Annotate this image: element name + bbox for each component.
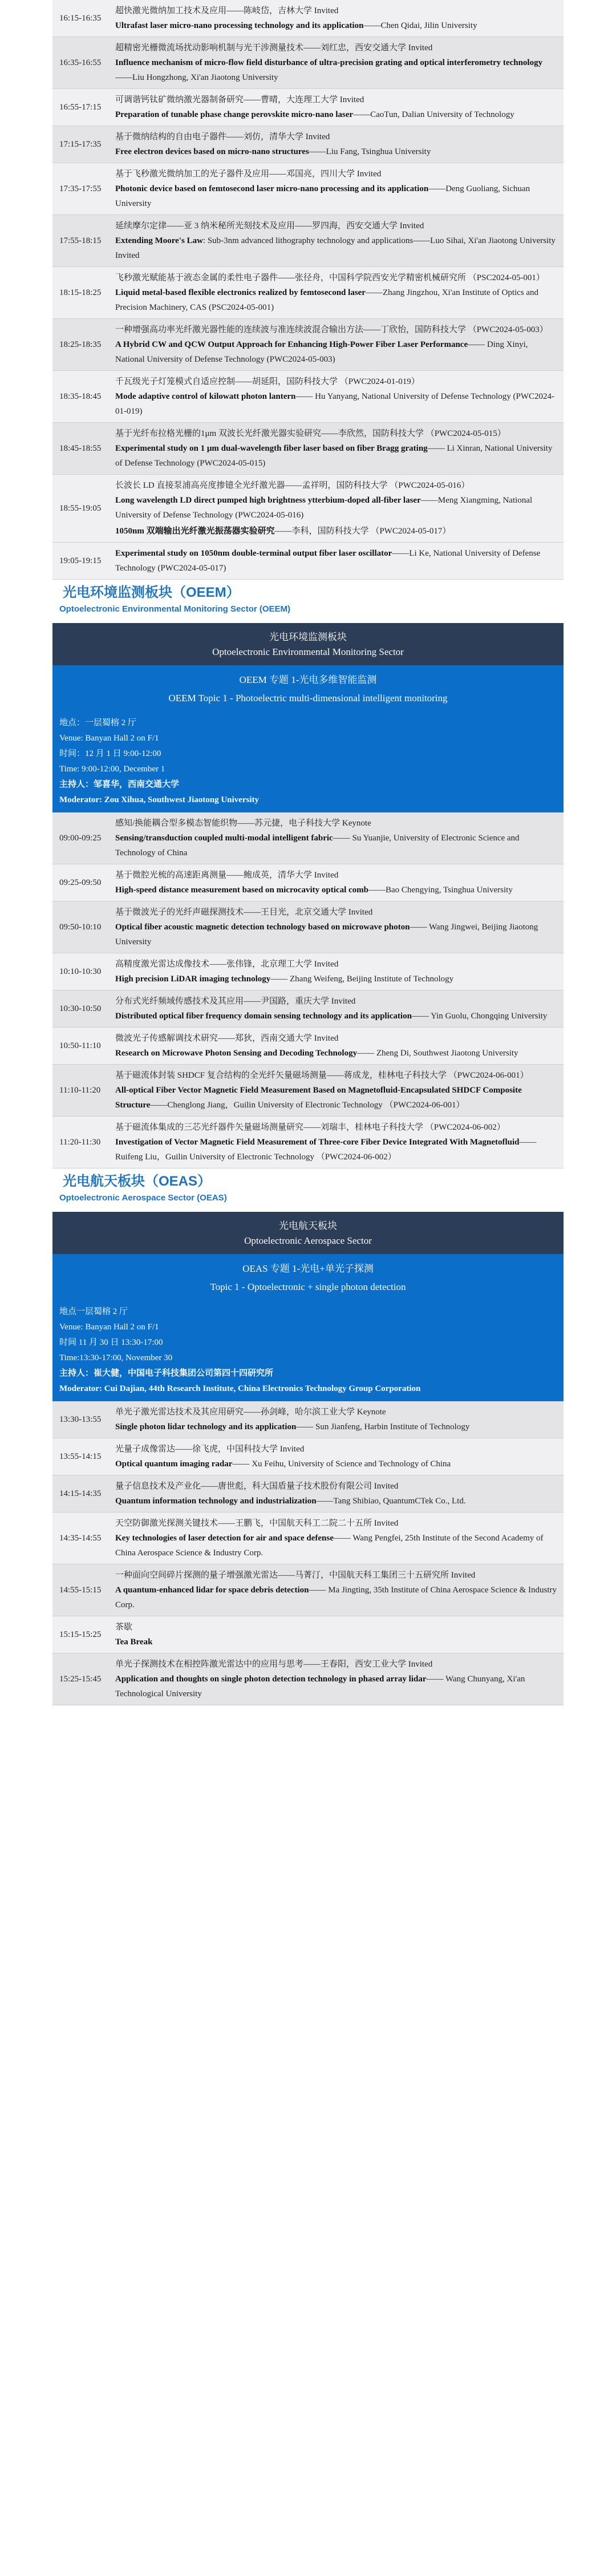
topic-title-en: Topic 1 - Optoelectronic + single photon detection [210, 1281, 406, 1292]
talk-title-en-bold: A Hybrid CW and QCW Output Approach for Enhancing High-Power Fiber Laser Performance [115, 340, 468, 349]
talk-title-zh: 基于光纤布拉格光栅的1μm 双波长光纤激光器实验研究——李欣然，国防科技大学 （PWC2024-05-015） [115, 429, 506, 438]
talk-title-en-bold: Influence mechanism of micro-flow field disturbance of ultra-precision grating and optical interferometry technology [115, 58, 543, 67]
talk-title-en [115, 1494, 558, 1509]
venue-en: Venue: Banyan Hall 2 on F/1 [59, 1323, 159, 1332]
talk-title-zh: 基于磁流体封装 SHDCF 复合结构的全光纤矢量磁场测量——蒋成龙，桂林电子科技大学 （PWC2024-06-001） [115, 1071, 529, 1080]
session-entries [115, 163, 564, 215]
session-info-oeas [52, 1301, 564, 1401]
session-entries [115, 953, 564, 990]
session-time: 18:25-18:35 [59, 340, 102, 349]
session-info-oeem [52, 712, 564, 812]
session-entries [115, 423, 564, 474]
talk-entry [115, 1068, 558, 1113]
sector-header-en: Optoelectronic Environmental Monitoring Sector [212, 646, 404, 657]
talk-speaker-en: ——Li Ke, National University of Defense Technology (PWC2024-05-017) [115, 549, 541, 573]
table-row [52, 1616, 564, 1653]
talk-title-en [115, 972, 558, 986]
session-time: 11:10-11:20 [59, 1086, 101, 1095]
talk-speaker-en: —— Li Xinran, National University of Defense Technology (PWC2024-05-015) [115, 444, 553, 468]
talk-speaker-en: ——Liu Hongzhong, Xi'an Jiaotong University [115, 73, 278, 82]
talk-speaker-en: ——CaoTun, Dalian University of Technology [353, 110, 514, 119]
table-row [52, 1475, 564, 1513]
talk-title-en [115, 1583, 558, 1612]
talk-speaker-en: ——Chen Qidai, Jilin University [363, 21, 477, 30]
session-entries [115, 371, 564, 422]
talk-title-zh: 基于飞秒激光微纳加工的光子器件及应用——邓国亮，四川大学 Invited [115, 169, 382, 179]
talk-title-zh: 微波光子传感解调技术研究——郑狄，西南交通大学 Invited [115, 1034, 339, 1043]
session-entries [115, 126, 564, 163]
session-time: 09:25-09:50 [59, 878, 102, 887]
topic-title-zh: OEAS 专题 1-光电+单光子探测 [242, 1263, 374, 1274]
talk-title-zh: 一种面向空间碎片探测的量子增强激光雷达——马菁汀，中国航天科工集团三十五研究所 Invited [115, 1571, 476, 1580]
table-row [52, 543, 564, 580]
talk-speaker-en: ——Bao Chengying, Tsinghua University [368, 885, 513, 895]
talk-speaker-en: ——Liu Fang, Tsinghua University [309, 147, 431, 156]
talk-title-zh: 千瓦级光子灯笼模式自适应控制——胡延阳，国防科技大学 （PWC2024-01-019） [115, 377, 420, 386]
talk-speaker-en: ——李科，国防科技大学 （PWC2024-05-017） [274, 527, 451, 536]
talk-speaker-en: —— Su Yuanjie, University of Electronic Science and Technology of China [115, 834, 520, 858]
talk-title-en-bold: Key technologies of laser detection for air and space defense [115, 1534, 334, 1543]
talk-entry [115, 868, 558, 897]
talk-title-en-bold: Tea Break [115, 1637, 153, 1647]
talk-title-zh: 感知/换能耦合型多模态智能织物——苏元捷，电子科技大学 Keynote [115, 819, 371, 828]
sector-header-oeem [52, 623, 564, 665]
table-row [52, 953, 564, 990]
talk-entry [115, 546, 558, 576]
talk-speaker-en: ——Chenglong Jiang，Guilin University of Electronic Technology （PWC2024-06-001） [150, 1101, 465, 1110]
talk-title-zh: 一种增强高功率光纤激光器性能的连续波与准连续波混合输出方法——丁欣怡，国防科技大学 （PWC2024-05-003） [115, 325, 548, 334]
talk-entry [115, 1120, 558, 1164]
talk-speaker-en: —— Ding Xinyi, National University of Defense Technology (PWC2024-05-003) [115, 340, 528, 364]
session-time: 17:55-18:15 [59, 236, 102, 245]
talk-entry [115, 426, 558, 471]
table-row [52, 1653, 564, 1705]
talk-entry [115, 1442, 558, 1471]
talk-title-zh: 延续摩尔定律——亚 3 纳米秘所光刻技术及应用——罗四海，西安交通大学 Invited [115, 221, 424, 230]
session-entries [115, 37, 564, 88]
talk-entry [115, 3, 558, 33]
talk-title-en-bold: Quantum information technology and industrialization [115, 1497, 317, 1506]
session-entries [115, 1401, 564, 1438]
talk-entry [115, 1568, 558, 1612]
sector-title-oeas: 光电航天板块（OEAS） [63, 1174, 212, 1189]
session-entries [115, 1564, 564, 1616]
table-row [52, 1028, 564, 1065]
talk-entry [115, 524, 558, 539]
talk-speaker-en: —— Wang Jingwei, Beijing Jiaotong University [115, 923, 538, 947]
talk-title-en-bold: All-optical Fiber Vector Magnetic Field Measurement Based on Magnetofluid-Encapsulated SHDCF Composite Structure [115, 1086, 522, 1110]
talk-entry [115, 905, 558, 949]
talk-entry [115, 219, 558, 263]
talk-speaker-en: ——Tang Shibiao, QuantumCTek Co., Ltd. [316, 1497, 466, 1506]
talk-title-en-bold: Photonic device based on femtosecond laser micro-nano processing and its application [115, 184, 429, 193]
session-entries [115, 0, 564, 37]
talk-title-en [115, 1635, 558, 1649]
talk-title-en [115, 107, 558, 122]
talk-title-en [115, 493, 558, 523]
session-entries [115, 1028, 564, 1064]
talk-speaker-en: : Sub-3nm advanced lithography technology and applications——Luo Sihai, Xi'an Jiaotong University Invited [115, 236, 556, 260]
talk-title-en-bold: A quantum-enhanced lidar for space debris detection [115, 1586, 309, 1595]
talk-title-zh: 高精度激光雷达成像技术——张伟锋，北京理工大学 Invited [115, 960, 339, 969]
session-time: 14:55-15:15 [59, 1586, 102, 1595]
session-time: 14:15-14:35 [59, 1489, 102, 1498]
table-row [52, 126, 564, 163]
table-row [52, 990, 564, 1028]
sector-title-oeem: 光电环境监测板块（OEEM） [63, 585, 240, 600]
session-entries [115, 864, 564, 901]
talk-title-en [115, 337, 558, 367]
talk-entry [115, 41, 558, 85]
talk-title-en [115, 1457, 558, 1471]
session-entries [115, 1438, 564, 1475]
time-zh: 时间 11 月 30 日 13:30-17:00 [59, 1338, 163, 1347]
table-row [52, 89, 564, 126]
talk-title-en-bold: Experimental study on 1050nm double-terminal output fiber laser oscillator [115, 549, 392, 558]
talk-title-zh: 超精密光栅微流场扰动影响机制与光干涉测量技术——刘红忠，西安交通大学 Invited [115, 43, 433, 52]
sector-header-zh: 光电航天板块 [279, 1220, 337, 1231]
session-entries [115, 901, 564, 953]
session-entries [115, 475, 564, 542]
table-row [52, 864, 564, 901]
sector-header-zh: 光电环境监测板块 [269, 632, 347, 642]
talk-title-en [115, 441, 558, 471]
topic-header-oeem [52, 665, 564, 712]
talk-title-zh: 单光子探测技术在相控阵激光雷达中的应用与思考——王春阳，西安工业大学 Invited [115, 1660, 433, 1669]
talk-speaker-en: —— Sun Jianfeng, Harbin Institute of Technology [296, 1422, 470, 1431]
venue-zh: 地点一层蜀榕 2 厅 [59, 1307, 128, 1316]
sector-subtitle-oeem: Optoelectronic Environmental Monitoring Sector (OEEM) [59, 604, 291, 614]
talk-title-en [115, 1046, 558, 1061]
session-time: 18:15-18:25 [59, 288, 102, 297]
time-zh: 时间：12 月 1 日 9:00-12:00 [59, 749, 161, 758]
table-row [52, 0, 564, 37]
session-entries [115, 1065, 564, 1116]
moderator-en: Moderator: Cui Dajian, 44th Research Institute, China Electronics Technology Group Corporation [59, 1384, 421, 1393]
talk-speaker-en: ——Deng Guoliang, Sichuan University [115, 184, 530, 208]
talk-title-zh: 飞秒激光赋能基于液态金属的柔性电子器件——张径舟，中国科学院西安光学精密机械研究所 （PSC2024-05-001） [115, 273, 545, 282]
talk-title-en [115, 18, 558, 33]
talk-title-en [115, 1420, 558, 1434]
talk-title-en [115, 1672, 558, 1701]
session-time: 15:25-15:45 [59, 1675, 102, 1684]
talk-title-en-bold: Optical fiber acoustic magnetic detection technology based on microwave photon [115, 923, 410, 932]
session-entries [115, 1616, 564, 1653]
talk-speaker-en: —— Wang Chunyang, Xi'an Technological University [115, 1675, 525, 1699]
talk-title-zh: 长波长 LD 直接泵浦高亮度掺镱全光纤激光器——孟祥明，国防科技大学 （PWC2024-05-016） [115, 481, 470, 490]
talk-title-en [115, 233, 558, 263]
session-entries [115, 267, 564, 318]
talk-speaker-en: —— Yin Guolu, Chongqing University [411, 1012, 548, 1021]
session-time: 19:05-19:15 [59, 556, 102, 565]
topic-title-en: OEEM Topic 1 - Photoelectric multi-dimensional intelligent monitoring [168, 693, 448, 703]
talk-entry [115, 374, 558, 419]
talk-title-zh: 超快激光微纳加工技术及应用——陈岐岱，吉林大学 Invited [115, 6, 339, 15]
session-entries [115, 1117, 564, 1168]
table-row [52, 1513, 564, 1564]
table-row [52, 901, 564, 953]
session-time: 10:10-10:30 [59, 967, 102, 976]
talk-title-en [115, 144, 558, 159]
session-time: 18:35-18:45 [59, 392, 102, 401]
session-time: 13:55-14:15 [59, 1452, 102, 1461]
talk-title-zh: 基于微腔光梳的高速距离测量——鲍成英，清华大学 Invited [115, 871, 339, 880]
session-time: 09:00-09:25 [59, 834, 102, 843]
time-en: Time: 9:00-12:00, December 1 [59, 765, 165, 774]
session-time: 16:55-17:15 [59, 103, 102, 112]
talk-entry [115, 130, 558, 159]
talk-title-zh: 基于微纳结构的自由电子器件——刘仿，清华大学 Invited [115, 132, 330, 141]
talk-title-en-bold: Liquid metal-based flexible electronics realized by femtosecond laser [115, 288, 366, 297]
talk-entry [115, 1479, 558, 1509]
talk-speaker-en: —— Ma Jingting, 35th Institute of China Aerospace Science & Industry Corp. [115, 1586, 557, 1610]
moderator-zh: 主持人：崔大健，中国电子科技集团公司第四十四研究所 [59, 1369, 274, 1378]
venue-en: Venue: Banyan Hall 2 on F/1 [59, 734, 159, 743]
session-entries [115, 215, 564, 266]
talk-entry [115, 1657, 558, 1701]
session-time: 13:30-13:55 [59, 1415, 102, 1424]
talk-title-zh: 单光子激光雷达技术及其应用研究——孙剑峰，哈尔滨工业大学 Keynote [115, 1408, 386, 1417]
talk-speaker-en: —— Zheng Di, Southwest Jiaotong University [357, 1049, 518, 1058]
talk-entry [115, 1031, 558, 1061]
talk-title-en-bold: Distributed optical fiber frequency domain sensing technology and its application [115, 1012, 412, 1021]
session-time: 15:15-15:25 [59, 1630, 102, 1639]
talk-title-en-bold: Experimental study on 1 μm dual-wavelength fiber laser based on fiber Bragg grating [115, 444, 428, 453]
talk-speaker-en: ——Zhang Jingzhou, Xi'an Institute of Optics and Precision Machinery, CAS (PSC2024-05-001) [115, 288, 539, 312]
talk-entry [115, 994, 558, 1024]
sector-header-en: Optoelectronic Aerospace Sector [244, 1235, 372, 1246]
talk-title-en [115, 1531, 558, 1560]
talk-title-en-bold: Sensing/transduction coupled multi-modal intelligent fabric [115, 834, 333, 843]
talk-entry [115, 1516, 558, 1560]
talk-title-en [115, 1083, 558, 1113]
talk-title-zh: 基于磁流体集成的三芯光纤器件矢量磁场测量研究——刘瑞丰，桂林电子科技大学 （PWC2024-06-002） [115, 1123, 505, 1132]
talk-title-en [115, 1009, 558, 1024]
talk-title-en-bold: Mode adaptive control of kilowatt photon lantern [115, 392, 296, 401]
session-time: 17:15-17:35 [59, 140, 102, 149]
talk-title-en-bold: Extending Moore's Law [115, 236, 203, 245]
table-row [52, 371, 564, 423]
sector-subtitle-oeas: Optoelectronic Aerospace Sector (OEAS) [59, 1193, 227, 1203]
talk-speaker-en: —— Wang Pengfei, 25th Institute of the Second Academy of China Aerospace Science & Industry Corp. [115, 1534, 544, 1558]
talk-entry [115, 322, 558, 367]
talk-title-en-bold: Free electron devices based on micro-nano structures [115, 147, 309, 156]
talk-title-en [115, 1135, 558, 1164]
talk-entry [115, 270, 558, 315]
table-row [52, 1401, 564, 1438]
topic-title-zh: OEEM 专题 1-光电多维智能监测 [239, 674, 377, 685]
talk-entry [115, 1620, 558, 1649]
venue-zh: 地点：一层蜀榕 2 厅 [59, 718, 137, 727]
talk-title-en [115, 883, 558, 897]
talk-entry [115, 957, 558, 986]
table-row [52, 267, 564, 319]
talk-title-en-bold: Research on Microwave Photon Sensing and Decoding Technology [115, 1049, 358, 1058]
session-table-top [52, 0, 564, 580]
talk-title-zh: 基于微波光子的光纤声磁探测技术——王目光，北京交通大学 Invited [115, 908, 373, 917]
talk-entry [115, 478, 558, 523]
session-time: 17:35-17:55 [59, 184, 102, 193]
talk-title-en-bold: Single photon lidar technology and its application [115, 1422, 297, 1431]
talk-speaker-en: —— Hu Yanyang, National University of Defense Technology (PWC2024-01-019) [115, 392, 555, 416]
session-entries [115, 543, 564, 579]
talk-title-en [115, 546, 558, 576]
table-row [52, 1065, 564, 1117]
session-time: 18:45-18:55 [59, 444, 102, 453]
talk-speaker-en: —— Zhang Weifeng, Beijing Institute of Technology [270, 974, 454, 984]
session-entries [115, 319, 564, 370]
session-entries [115, 89, 564, 126]
talk-title-zh: 茶歇 [115, 1623, 133, 1632]
talk-title-en [115, 524, 558, 539]
talk-title-en-bold: Investigation of Vector Magnetic Field Measurement of Three-core Fiber Device Integrated With Magnetofluid [115, 1138, 520, 1147]
session-entries [115, 812, 564, 864]
talk-title-zh: 量子信息技术及产业化——唐世彪，科大国盾量子技术股份有限公司 Invited [115, 1482, 399, 1491]
session-time: 16:15-16:35 [59, 14, 102, 23]
table-row [52, 1117, 564, 1168]
moderator-en: Moderator: Zou Xihua, Southwest Jiaotong University [59, 795, 260, 804]
talk-title-en-bold: Ultrafast laser micro-nano processing technology and its application [115, 21, 364, 30]
sector-header-oeas [52, 1212, 564, 1254]
talk-title-zh: 可调谐钙钛矿微纳激光器制备研究——曹晴，大连理工大学 Invited [115, 95, 364, 104]
talk-title-en [115, 181, 558, 211]
talk-title-en-bold: Optical quantum imaging radar [115, 1459, 233, 1469]
talk-title-en-bold: High precision LiDAR imaging technology [115, 974, 271, 984]
session-time: 18:55-19:05 [59, 504, 102, 513]
talk-entry [115, 1405, 558, 1434]
moderator-zh: 主持人：邹喜华，西南交通大学 [59, 780, 180, 789]
session-entries [115, 1653, 564, 1705]
session-table-oeem [52, 812, 564, 1168]
time-en: Time:13:30-17:00, November 30 [59, 1353, 173, 1362]
talk-title-en [115, 389, 558, 419]
session-table-oeas [52, 1401, 564, 1705]
talk-title-en [115, 285, 558, 315]
talk-title-en [115, 831, 558, 860]
talk-title-en-bold: High-speed distance measurement based on microcavity optical comb [115, 885, 369, 895]
table-row [52, 1564, 564, 1616]
session-time: 10:30-10:50 [59, 1004, 102, 1013]
talk-speaker-en: ——Ruifeng Liu，Guilin University of Electronic Technology （PWC2024-06-002） [115, 1138, 537, 1162]
table-row [52, 1438, 564, 1475]
session-time: 10:50-11:10 [59, 1041, 101, 1050]
talk-title-en-bold: 1050nm 双端输出光纤激光振荡器实验研究 [115, 527, 275, 536]
table-row [52, 423, 564, 475]
table-row [52, 37, 564, 89]
talk-speaker-en: ——Meng Xiangming, National University of Defense Technology (PWC2024-05-016) [115, 496, 533, 520]
talk-entry [115, 816, 558, 860]
session-entries [115, 1475, 564, 1512]
talk-title-en [115, 55, 558, 85]
session-time: 11:20-11:30 [59, 1138, 101, 1147]
session-entries [115, 1513, 564, 1564]
table-row [52, 319, 564, 371]
talk-title-en-bold: Long wavelength LD direct pumped high brightness ytterbium-doped all-fiber laser [115, 496, 421, 505]
talk-title-en [115, 920, 558, 949]
session-entries [115, 990, 564, 1027]
talk-title-en-bold: Application and thoughts on single photon detection technology in phased array lidar [115, 1675, 427, 1684]
talk-title-zh: 光量子成像雷达——徐飞虎，中国科技大学 Invited [115, 1445, 305, 1454]
talk-title-en-bold: Preparation of tunable phase change perovskite micro-nano laser [115, 110, 354, 119]
table-row [52, 475, 564, 543]
talk-speaker-en: —— Xu Feihu, University of Science and Technology of China [232, 1459, 451, 1469]
session-time: 14:35-14:55 [59, 1534, 102, 1543]
session-time: 16:35-16:55 [59, 58, 102, 67]
table-row [52, 215, 564, 267]
table-row [52, 163, 564, 215]
table-row [52, 812, 564, 864]
session-time: 09:50-10:10 [59, 923, 102, 932]
talk-title-zh: 分布式光纤频域传感技术及其应用——尹国路，重庆大学 Invited [115, 997, 356, 1006]
talk-title-zh: 天空防御激光探测关键技术——王鹏飞，中国航天科工二院二十五所 Invited [115, 1519, 399, 1528]
talk-entry [115, 167, 558, 211]
topic-header-oeas [52, 1254, 564, 1301]
talk-entry [115, 92, 558, 122]
